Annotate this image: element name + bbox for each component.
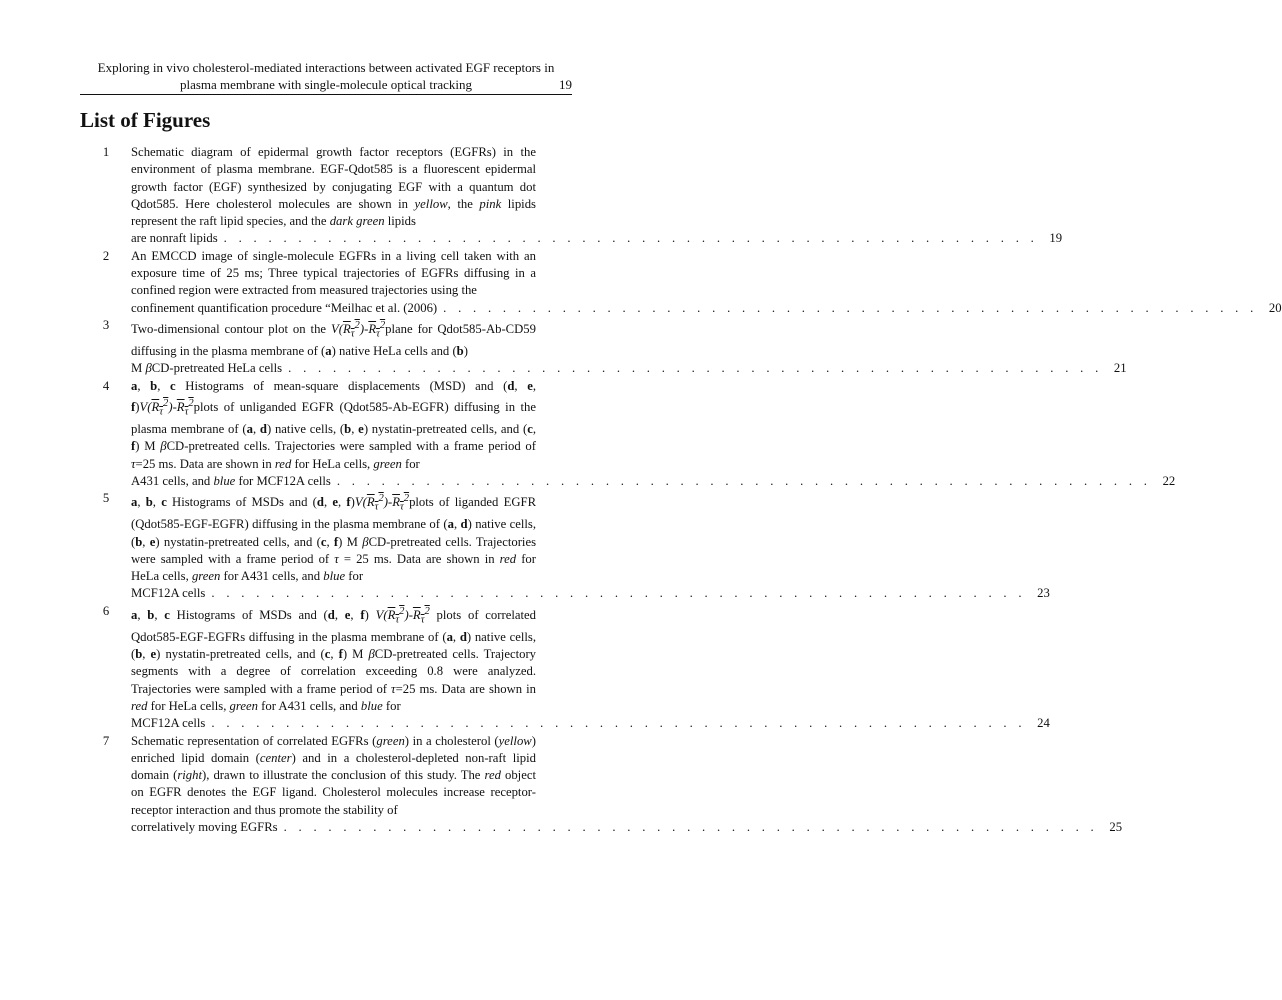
figure-page-number[interactable]: 24 xyxy=(1037,716,1050,731)
dot-leader: . . . . . . . . . . . . . . . . . . . . . . . . . . . . . . . . . . . . . . . . . . . . . . . . . . . . . . . xyxy=(211,716,1026,731)
caption-tail: MCF12A cells xyxy=(131,716,206,731)
section-title: List of Figures xyxy=(80,108,211,132)
figure-page-number[interactable]: 20 xyxy=(1268,300,1282,315)
figure-number: 5 xyxy=(102,491,110,506)
figure-page-number[interactable]: 22 xyxy=(1162,473,1176,488)
caption-tail: A431 cells, and blue for MCF12A cells xyxy=(131,473,331,488)
caption-tail: M βCD-pretreated HeLa cells xyxy=(131,361,283,376)
figure-entry-6[interactable] xyxy=(80,603,1050,733)
page-number: 19 xyxy=(559,77,572,92)
figure-caption: a, b, c Histograms of MSDs and (d, e, $f)V(R_\tau^2)-R_\tau^2plots$ of liganded EGFR (Qdot585-EGF-EGFR) diffusing in the plasma membrane of (a, d) native cells, (b, e) nystatin-pretreated cells, and (c, f) M βCD-pretreated cells. Trajectories were sampled with a frame period of τ = 25 ms. Data are shown in red for HeLa cells, green for A431 cells, and blue for xyxy=(131,493,537,584)
list-of-figures xyxy=(80,144,1282,836)
dot-leader: . . . . . . . . . . . . . . . . . . . . . . . . . . . . . . . . . . . . . . . . . . . . . . . . . . . . . . . xyxy=(443,300,1258,315)
running-header xyxy=(80,59,572,93)
figure-number: 1 xyxy=(102,145,110,159)
caption-tail: confinement quantification procedure “Meilhac et al. (2006) xyxy=(131,300,438,315)
running-title-line2: plasma membrane with single-molecule optical tracking xyxy=(179,77,473,92)
figure-number: 2 xyxy=(102,248,110,263)
math-expression: $V(R_\tau^2)-R_\tau^2$ xyxy=(375,605,430,626)
dot-leader: . . . . . . . . . . . . . . . . . . . . . . . . . . . . . . . . . . . . . . . . . . . . . . . . . . . . . . . xyxy=(283,820,1099,835)
figure-number: 7 xyxy=(102,733,110,748)
figure-entry-1[interactable] xyxy=(80,144,1063,248)
figure-page-number[interactable]: 25 xyxy=(1109,820,1123,835)
figure-entry-3[interactable] xyxy=(80,317,1127,378)
dot-leader: . . . . . . . . . . . . . . . . . . . . . . . . . . . . . . . . . . . . . . . . . . . . . . . . . . . . . . . xyxy=(288,361,1103,376)
figure-caption: Schematic representation of correlated EGFRs (green) in a cholesterol (yellow) enriched lipid domain (center) and in a cholesterol-depleted non-raft lipid domain (right), drawn to illustrate the conclusion of this study. The red object on EGFR denotes the EGF ligand. Cholesterol molecules increase receptor-receptor interaction and thus promote the stability of xyxy=(131,733,536,817)
header-rule xyxy=(80,94,572,95)
math-expression: $V(R_\tau^2)-R_\tau^2$ xyxy=(354,493,410,513)
figure-entry-2[interactable] xyxy=(80,248,1282,317)
figure-page-number[interactable]: 19 xyxy=(1049,231,1063,246)
figure-caption: Schematic diagram of epidermal growth factor receptors (EGFRs) in the environment of plasma membrane. EGF-Qdot585 is a fluorescent epidermal growth factor (EGF) synthesized by conjugating EGF with a quantum dot Qdot585. Here cholesterol molecules are shown in yellow, the pink lipids represent the raft lipid species, and the dark green lipids xyxy=(131,145,536,229)
figure-caption: Two-dimensional contour plot on the $V(R_\tau^2)-R_\tau^2plane$ for Qdot585-Ab-CD59 diffusing in the plasma membrane of (a) native HeLa cells and (b) xyxy=(131,319,536,359)
figure-page-number[interactable]: 21 xyxy=(1113,361,1127,376)
figure-caption: a, b, c Histograms of MSDs and (d, e, f) $V(R_\tau^2)-R_\tau^2$ plots of correlated Qdot585-EGF-EGFRs diffusing in the plasma membrane of (a, d) native cells, (b, e) nystatin-pretreated cells, and (c, f) M βCD-pretreated cells. Trajectory segments with a degree of correlation exceeding 0.8 were analyzed. Trajectories were sampled with a frame period of τ=25 ms. Data are shown in red for HeLa cells, green for A431 cells, and blue for xyxy=(131,605,537,713)
figure-number: 3 xyxy=(102,317,110,332)
running-title-line1: Exploring in vivo cholesterol-mediated interactions between activated EGF receptors in xyxy=(97,60,555,75)
figure-caption: a, b, c Histograms of mean-square displacements (MSD) and (d, e, $f)V(R_\tau^2)-R_\tau^2plots$ of unliganded EGFR (Qdot585-Ab-EGFR) diffusing in the plasma membrane of (a, d) native cells, (b, e) nystatin-pretreated cells, and (c, f) M βCD-pretreated cells. Trajectories were sampled with a frame period of τ=25 ms. Data are shown in red for HeLa cells, green for xyxy=(131,378,537,471)
figure-entry-7[interactable] xyxy=(80,733,1123,837)
figure-entry-4[interactable] xyxy=(80,378,1176,491)
figure-number: 6 xyxy=(102,603,110,618)
figure-number: 4 xyxy=(102,378,110,393)
figure-entry-5[interactable] xyxy=(80,490,1050,603)
math-expression: $V(R_\tau^2)-R_\tau^2$ xyxy=(330,319,386,340)
caption-tail: are nonraft lipids xyxy=(131,231,218,246)
dot-leader: . . . . . . . . . . . . . . . . . . . . . . . . . . . . . . . . . . . . . . . . . . . . . . . . . . . . . . . xyxy=(211,586,1026,601)
figure-caption: An EMCCD image of single-molecule EGFRs in a living cell taken with an exposure time of 25 ms; Three typical trajectories of EGFRs diffusing in a confined region were extracted from measured trajectories using the xyxy=(131,248,536,298)
math-expression: $V(R_\tau^2)-R_\tau^2$ xyxy=(139,397,194,418)
dot-leader: . . . . . . . . . . . . . . . . . . . . . . . . . . . . . . . . . . . . . . . . . . . . . . . . . . . . . . . xyxy=(223,231,1039,246)
caption-tail: correlatively moving EGFRs xyxy=(131,820,278,835)
dot-leader: . . . . . . . . . . . . . . . . . . . . . . . . . . . . . . . . . . . . . . . . . . . . . . . . . . . . . . . xyxy=(336,473,1152,488)
caption-tail: MCF12A cells xyxy=(131,586,206,601)
figure-page-number[interactable]: 23 xyxy=(1037,586,1050,601)
